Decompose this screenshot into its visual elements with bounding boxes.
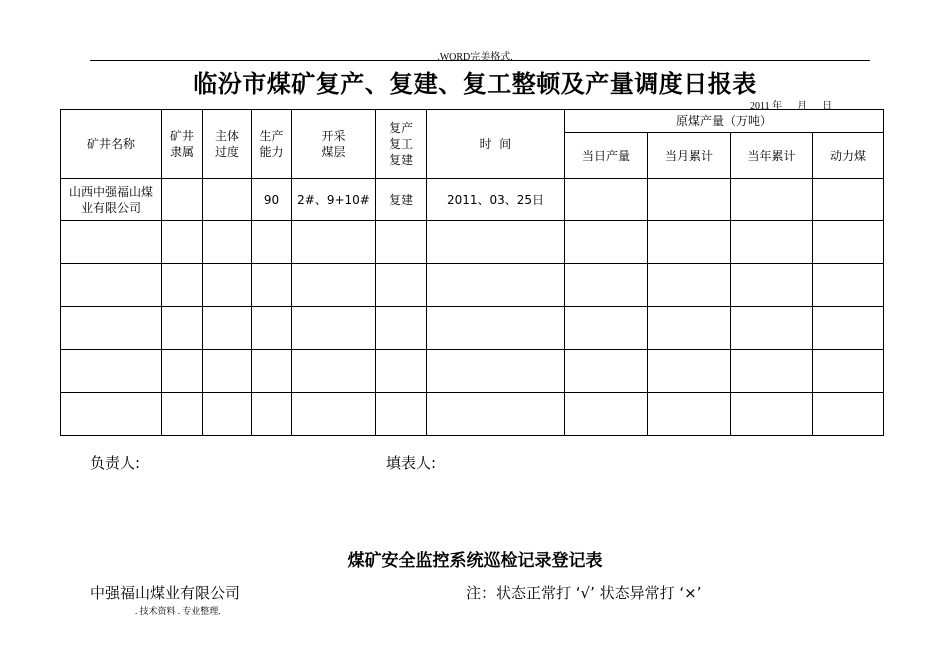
header-raw-coal: 原煤产量（万吨） (565, 110, 884, 133)
table-cell (731, 350, 813, 393)
table-cell (292, 393, 376, 436)
table-cell (565, 264, 648, 307)
header-time: 时 间 (427, 110, 565, 179)
table-cell (813, 179, 884, 221)
table-row (61, 393, 884, 436)
table-cell: 复建 (376, 179, 427, 221)
header-note: .WORD完美格式. (437, 52, 513, 63)
company-name: 中强福山煤业有限公司 (90, 584, 241, 602)
table-cell: 2#、9+10# (292, 179, 376, 221)
table-cell (648, 221, 731, 264)
page-title: 临汾市煤矿复产、复建、复工整顿及产量调度日报表 (193, 70, 757, 98)
table-cell (252, 221, 292, 264)
header-yearly: 当年累计 (731, 133, 813, 179)
table-cell (376, 264, 427, 307)
table-cell (376, 221, 427, 264)
responsible-label: 负责人: (90, 454, 141, 472)
table-cell (292, 264, 376, 307)
filler-label: 填表人: (386, 454, 437, 472)
header-daily: 当日产量 (565, 133, 648, 179)
table-cell (648, 264, 731, 307)
table-cell (252, 307, 292, 350)
table-cell (565, 179, 648, 221)
header-mine-name: 矿井名称 (61, 110, 162, 179)
table-cell (731, 221, 813, 264)
table-cell (162, 179, 203, 221)
table-cell (648, 179, 731, 221)
table-cell (648, 350, 731, 393)
report-date: 2011 年 月 日 (750, 101, 833, 112)
footer-note: . 技术资料 . 专业整理. (135, 606, 221, 616)
table-cell (376, 393, 427, 436)
table-cell (427, 393, 565, 436)
table-cell (292, 350, 376, 393)
table-cell (813, 221, 884, 264)
report-table (60, 109, 884, 436)
table-cell (731, 393, 813, 436)
table-cell (731, 264, 813, 307)
table-cell (203, 307, 252, 350)
table-row (61, 350, 884, 393)
table-cell (565, 307, 648, 350)
table-cell (292, 221, 376, 264)
table-cell (648, 307, 731, 350)
table-row (61, 179, 884, 221)
table-cell: 90 (252, 179, 292, 221)
table-cell (813, 350, 884, 393)
table-cell (252, 264, 292, 307)
table-cell (61, 307, 162, 350)
table-row (61, 221, 884, 264)
table-cell (813, 393, 884, 436)
table-cell (203, 350, 252, 393)
table-cell (813, 307, 884, 350)
table-cell: 山西中强福山煤业有限公司 (61, 179, 162, 221)
header-capacity: 生产 能力 (252, 110, 292, 179)
table-cell (252, 393, 292, 436)
table-cell (61, 350, 162, 393)
header-affiliation: 矿井 隶属 (162, 110, 203, 179)
table-cell (565, 393, 648, 436)
table-cell (162, 393, 203, 436)
table-cell (813, 264, 884, 307)
table-cell (427, 221, 565, 264)
table-cell (731, 307, 813, 350)
table-cell (731, 179, 813, 221)
table-cell (252, 350, 292, 393)
table-cell (565, 350, 648, 393)
table-cell (565, 221, 648, 264)
table-cell (203, 221, 252, 264)
header-monthly: 当月累计 (648, 133, 731, 179)
table-row (61, 307, 884, 350)
table-cell (203, 264, 252, 307)
header-seam: 开采 煤层 (292, 110, 376, 179)
table-cell (292, 307, 376, 350)
table-cell (427, 350, 565, 393)
table-cell (162, 264, 203, 307)
table-header-row (61, 110, 884, 133)
table-cell (61, 393, 162, 436)
table-cell (376, 307, 427, 350)
status-note: 注：状态正常打 ‘√’ 状态异常打 ‘×’ (466, 584, 702, 602)
header-power-coal: 动力煤 (813, 133, 884, 179)
header-status: 复产 复工 复建 (376, 110, 427, 179)
table-cell (162, 350, 203, 393)
table-cell: 2011、03、25日 (427, 179, 565, 221)
table-cell (427, 307, 565, 350)
header-divider (90, 60, 870, 61)
header-main-transition: 主体 过度 (203, 110, 252, 179)
table-cell (61, 264, 162, 307)
table-row (61, 264, 884, 307)
table-cell (162, 221, 203, 264)
table-cell (648, 393, 731, 436)
table-cell (162, 307, 203, 350)
sub-title: 煤矿安全监控系统巡检记录登记表 (347, 551, 603, 571)
table-cell (61, 221, 162, 264)
table-cell (203, 179, 252, 221)
table-cell (203, 393, 252, 436)
table-cell (376, 350, 427, 393)
table-cell (427, 264, 565, 307)
